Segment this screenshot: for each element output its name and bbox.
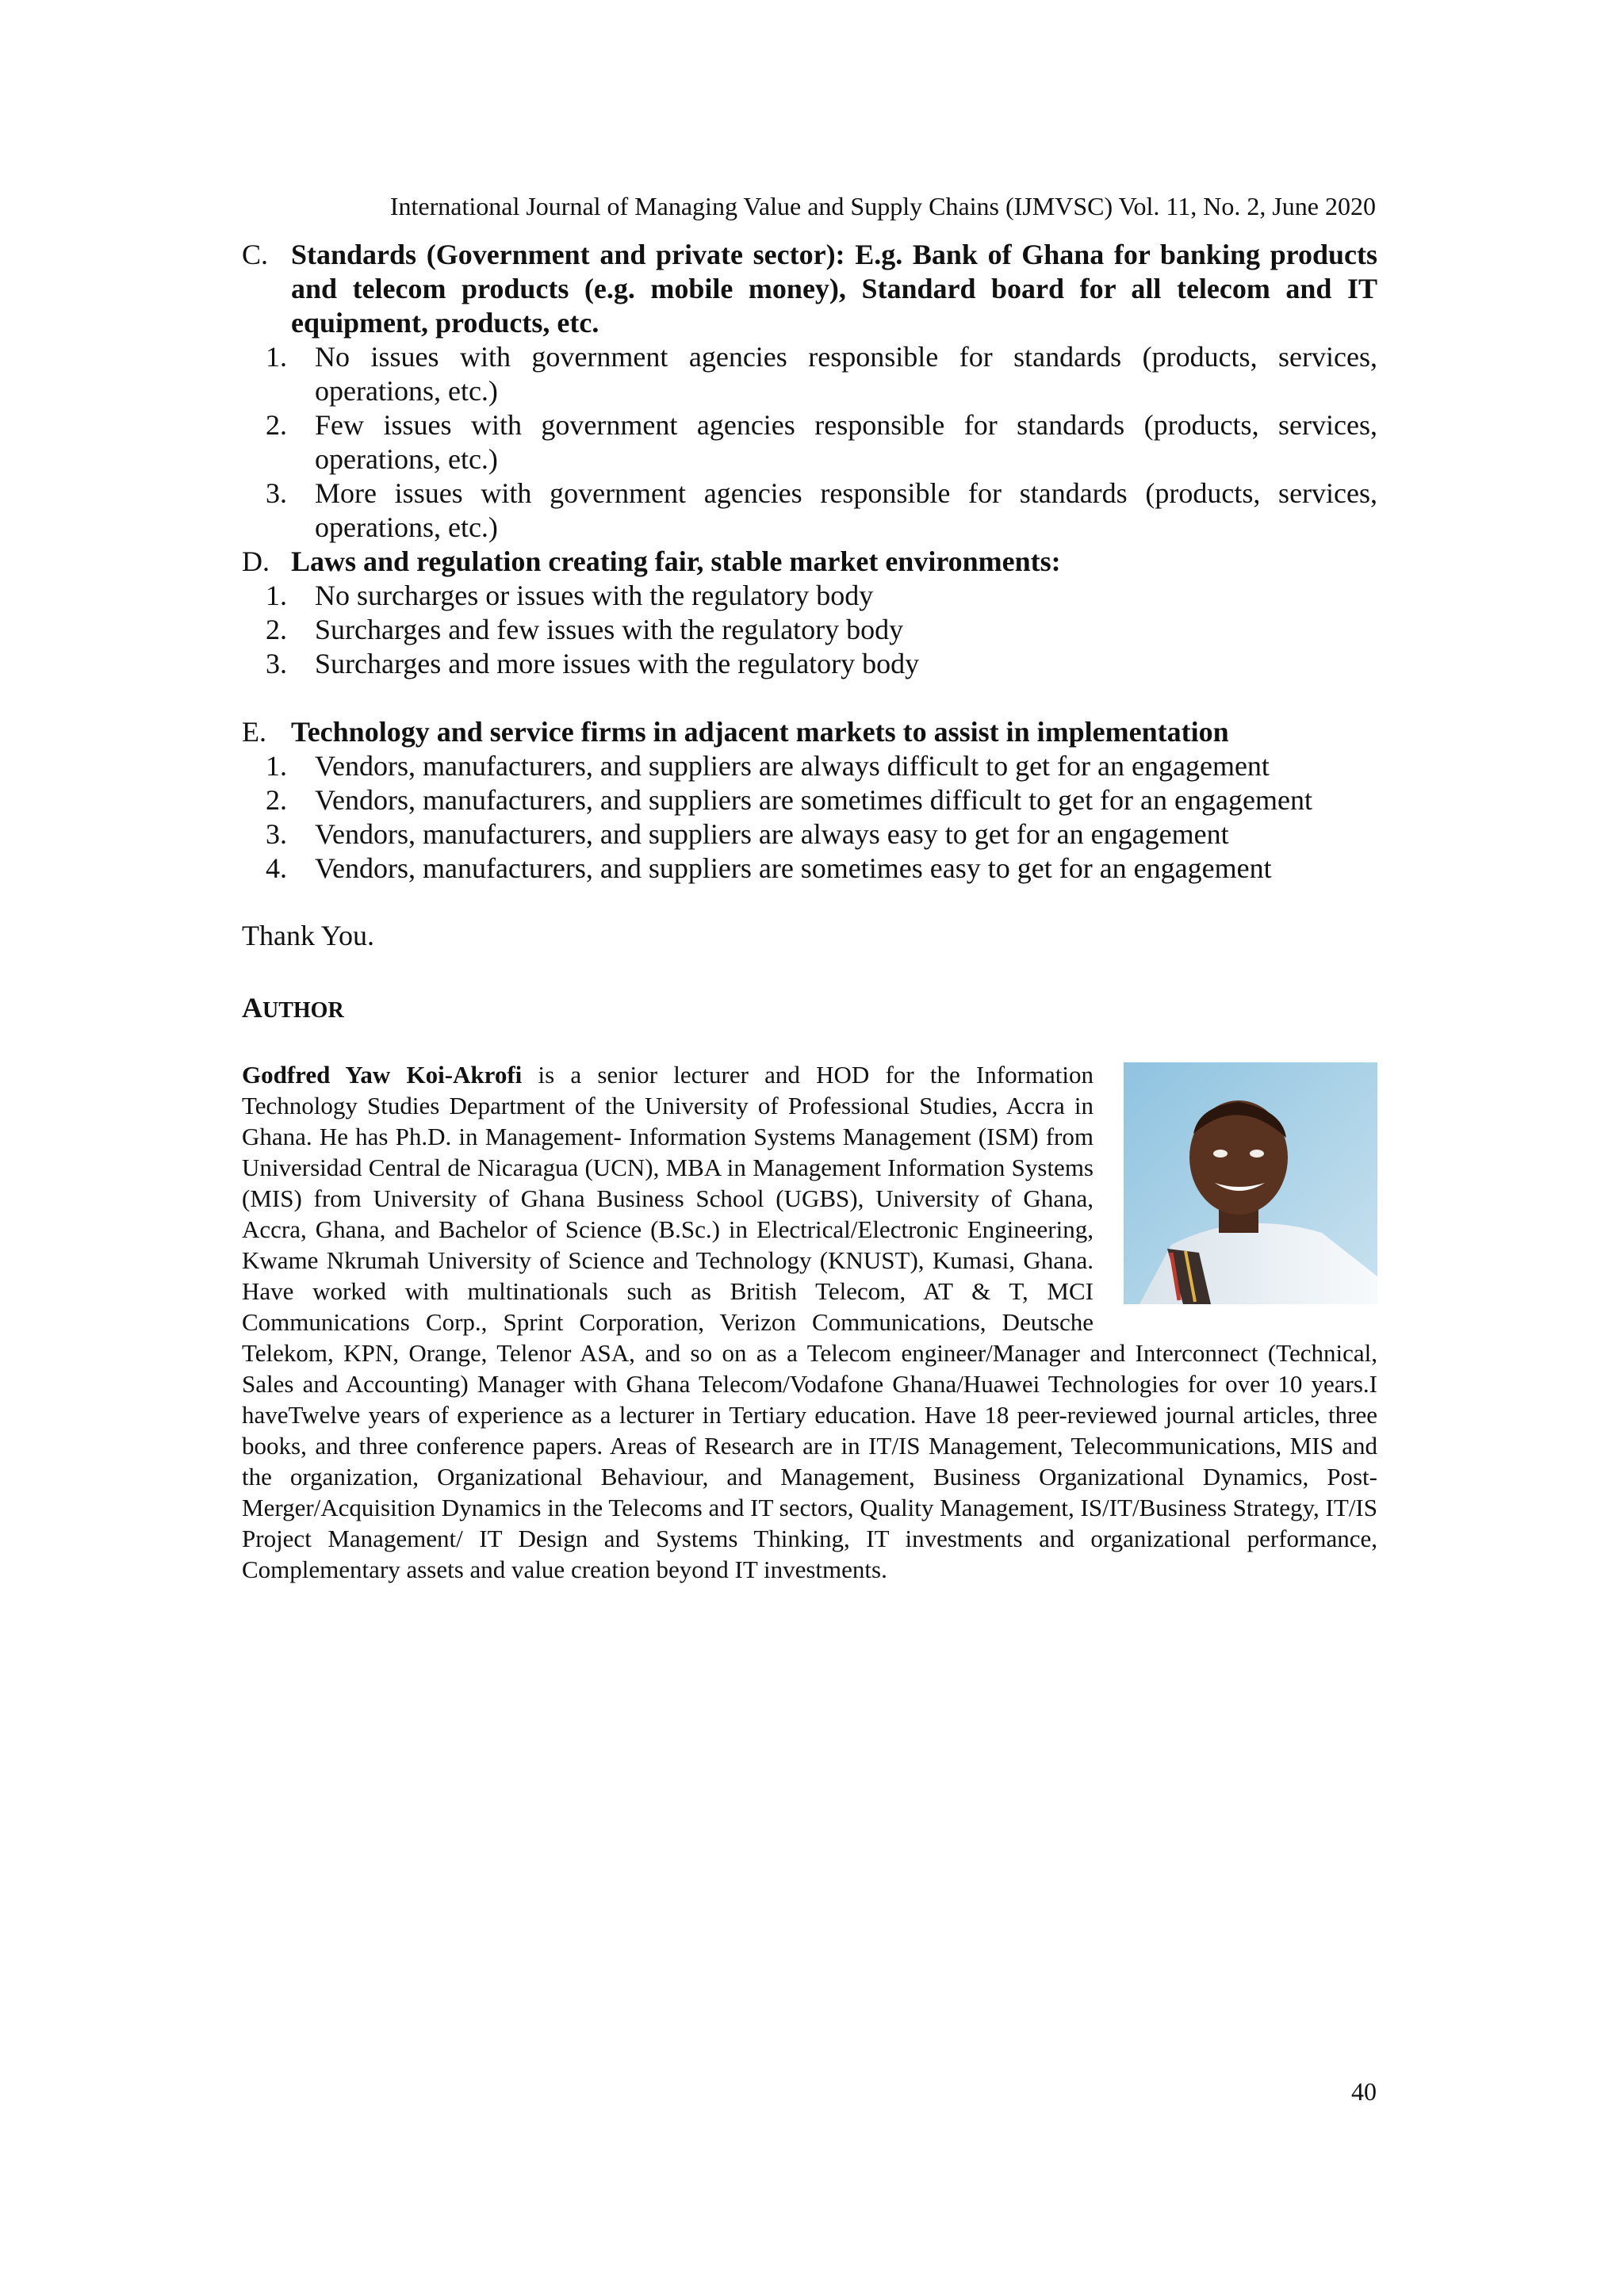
- item-number: 1.: [266, 750, 287, 782]
- section-c-list: [242, 340, 1377, 545]
- list-item: [242, 613, 1377, 647]
- list-item: [242, 340, 1377, 408]
- author-heading-rest: UTHOR: [262, 998, 344, 1023]
- author-heading: [242, 991, 1377, 1027]
- author-photo-image: [1124, 1062, 1377, 1304]
- item-text: No issues with government agencies responsible for standards (products, services, operations, etc.): [315, 341, 1377, 407]
- item-number: 2.: [266, 614, 287, 645]
- list-item: [242, 783, 1377, 817]
- item-text: Few issues with government agencies responsible for standards (products, services, operations, etc.): [315, 409, 1377, 475]
- item-text: Vendors, manufacturers, and suppliers are sometimes difficult to get for an engagement: [315, 784, 1312, 816]
- journal-header: International Journal of Managing Value and Supply Chains (IJMVSC) Vol. 11, No. 2, June 2020: [389, 192, 1376, 220]
- item-number: 1.: [266, 580, 287, 611]
- item-text: Surcharges and more issues with the regulatory body: [315, 648, 920, 679]
- author-bio: [242, 1059, 1377, 1585]
- item-text: Vendors, manufacturers, and suppliers are always easy to get for an engagement: [315, 818, 1229, 850]
- item-text: Surcharges and few issues with the regulatory body: [315, 614, 904, 645]
- author-name: Godfred Yaw Koi-Akrofi: [242, 1061, 523, 1089]
- list-item: [242, 817, 1377, 851]
- page-number: 40: [1351, 2077, 1377, 2106]
- section-e-letter: E.: [242, 716, 266, 748]
- item-number: 3.: [266, 648, 287, 679]
- section-d-letter: D.: [242, 545, 270, 577]
- item-number: 2.: [266, 409, 287, 441]
- thank-you-text: Thank You.: [242, 920, 375, 951]
- item-text: More issues with government agencies responsible for standards (products, services, operations, etc.): [315, 477, 1377, 543]
- section-e-title: Technology and service firms in adjacent markets to assist in implementation: [291, 716, 1229, 748]
- item-number: 3.: [266, 818, 287, 850]
- author-photo: [1124, 1062, 1377, 1304]
- list-item: [242, 579, 1377, 613]
- section-c-heading: [242, 238, 1377, 340]
- section-d-list: [242, 579, 1377, 681]
- section-d-heading: [242, 545, 1377, 579]
- item-text: Vendors, manufacturers, and suppliers are sometimes easy to get for an engagement: [315, 852, 1272, 884]
- item-text: No surcharges or issues with the regulatory body: [315, 580, 874, 611]
- author-heading-initial: A: [242, 992, 262, 1024]
- section-e-list: [242, 749, 1377, 886]
- section-e-heading: [242, 715, 1377, 749]
- list-item: [242, 647, 1377, 681]
- item-number: 3.: [266, 477, 287, 509]
- section-d-title: Laws and regulation creating fair, stable market environments:: [291, 545, 1061, 577]
- author-bio-text: is a senior lecturer and HOD for the Information Technology Studies Department of the University of Professional Studies, Accra in Ghana. He has Ph.D. in Management- Information Systems Management (ISM) from Universidad Central de Nicaragua (UCN), MBA in Management Information Systems (MIS) from University of Ghana Business School (UGBS), University of Ghana, Accra, Ghana, and Bachelor of Science (B.Sc.) in Electrical/Electronic Engineering, Kwame Nkrumah University of Science and Technology (KNUST), Kumasi, Ghana. Have worked with multinationals such as British Telecom, AT & T, MCI Communications Corp., Sprint Corporation, Verizon Communications, Deutsche Telekom, KPN, Orange, Telenor ASA, and so on as a Telecom engineer/Manager and Interconnect (Technical, Sales and Accounting) Manager with Ghana Telecom/Vodafone Ghana/Huawei Technologies for over 10 years.I haveTwelve years of experience as a lecturer in Tertiary education. Have 18 peer-reviewed journal articles, three books, and three conference papers. Areas of Research are in IT/IS Management, Telecommunications, MIS and the organization, Organizational Behaviour, and Management, Business Organizational Dynamics, Post-Merger/Acquisition Dynamics in the Telecoms and IT sectors, Quality Management, IS/IT/Business Strategy, IT/IS Project Management/ IT Design and Systems Thinking, IT investments and organizational performance, Complementary assets and value creation beyond IT investments.: [242, 1061, 1377, 1583]
- item-text: Vendors, manufacturers, and suppliers are always difficult to get for an engagement: [315, 750, 1270, 782]
- spacer: [242, 681, 1377, 715]
- main-content: [242, 238, 1377, 1585]
- list-item: [242, 476, 1377, 545]
- item-number: 1.: [266, 341, 287, 373]
- item-number: 4.: [266, 852, 287, 884]
- list-item: [242, 851, 1377, 886]
- list-item: [242, 749, 1377, 783]
- item-number: 2.: [266, 784, 287, 816]
- section-c-title: Standards (Government and private sector): E.g. Bank of Ghana for banking products and telecom products (e.g. mobile money), Standard board for all telecom and IT equipment, products, etc.: [291, 239, 1377, 339]
- list-item: [242, 408, 1377, 476]
- section-c-letter: C.: [242, 239, 269, 270]
